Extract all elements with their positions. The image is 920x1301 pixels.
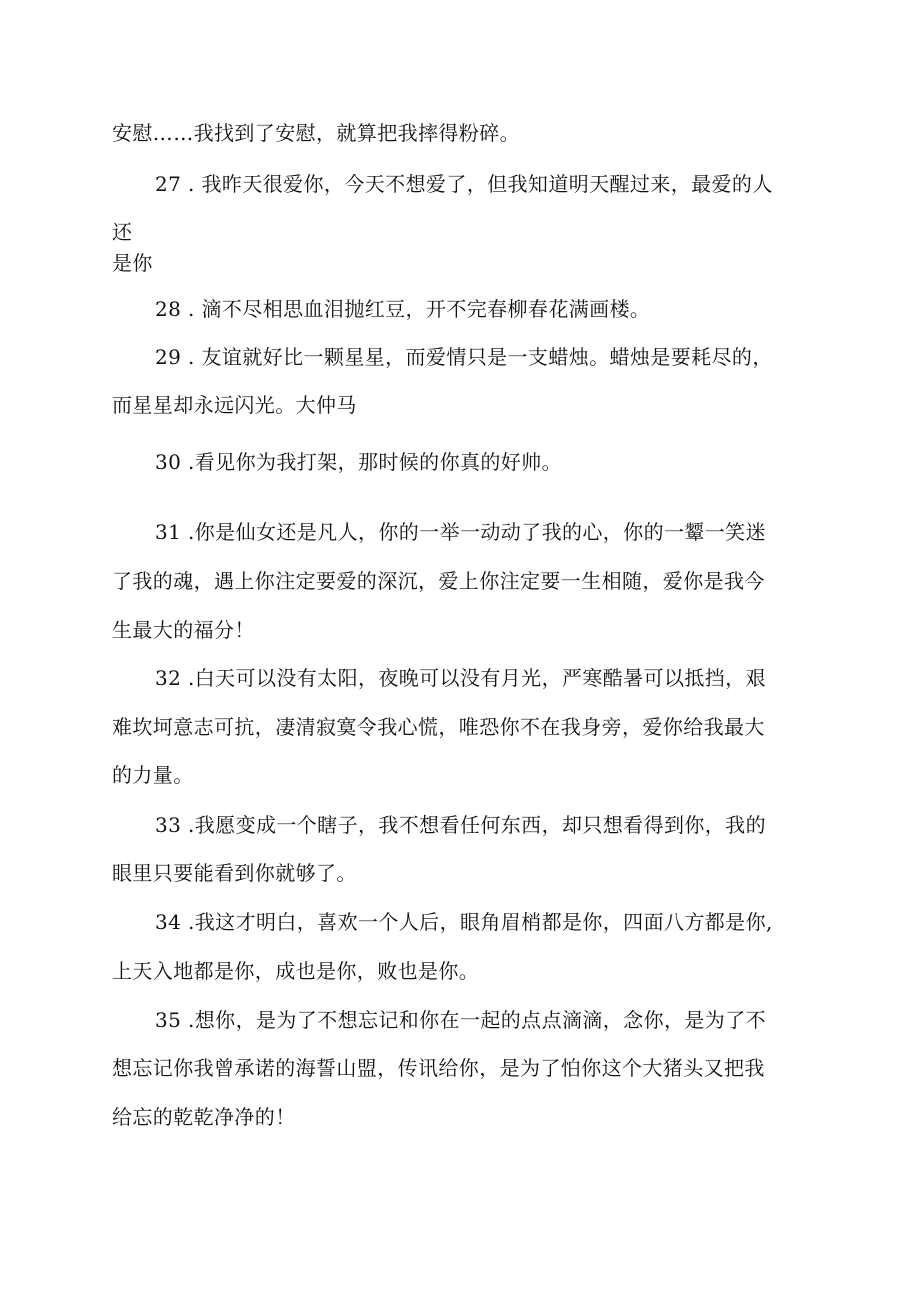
- item-35-line-1: 35 .想你，是为了不想忘记和你在一起的点点滴滴，念你，是为了不: [155, 1008, 766, 1032]
- item-30-line-1: 30 .看见你为我打架，那时候的你真的好帅。: [155, 450, 562, 474]
- item-32-line-3: 的力量。: [112, 763, 194, 787]
- item-35-line-3: 给忘的乾乾净净的！: [112, 1105, 296, 1129]
- item-29-line-1: 29 . 友谊就好比一颗星星，而爱情只是一支蜡烛。蜡烛是要耗尽的，: [155, 345, 773, 369]
- item-32-line-2: 难坎坷意志可抗，凄清寂寞令我心慌，唯恐你不在我身旁，爱你给我最大: [112, 715, 765, 739]
- item-35-line-2: 想忘记你我曾承诺的海誓山盟，传讯给你，是为了怕你这个大猪头又把我: [112, 1056, 765, 1080]
- item-34-line-2: 上天入地都是你，成也是你，败也是你。: [112, 959, 480, 983]
- item-31-line-1: 31 .你是仙女还是凡人，你的一举一动动了我的心，你的一颦一笑迷: [155, 520, 766, 544]
- item-31-line-3: 生最大的福分！: [112, 618, 255, 642]
- item-27-line-1: 27 . 我昨天很爱你，今天不想爱了，但我知道明天醒过来，最爱的人: [155, 172, 773, 196]
- item-33-line-1: 33 .我愿变成一个瞎子，我不想看任何东西，却只想看得到你，我的: [155, 813, 766, 837]
- item-32-line-1: 32 .白天可以没有太阳，夜晚可以没有月光，严寒酷暑可以抵挡，艰: [155, 666, 766, 690]
- item-27-line-2: 还: [112, 220, 133, 244]
- item-34-line-1: 34 .我这才明白，喜欢一个人后，眼角眉梢都是你，四面八方都是你,: [155, 910, 773, 934]
- item-29-line-2: 而星星却永远闪光。大仲马: [112, 393, 357, 417]
- item-31-line-2: 了我的魂，遇上你注定要爱的深沉，爱上你注定要一生相随，爱你是我今: [112, 569, 765, 593]
- item-27-line-3: 是你: [112, 251, 153, 275]
- text-line: 安慰……我找到了安慰，就算把我摔得粉碎。: [112, 121, 520, 145]
- item-33-line-2: 眼里只要能看到你就够了。: [112, 861, 357, 885]
- item-28-line-1: 28 . 滴不尽相思血泪抛红豆，开不完春柳春花满画楼。: [155, 297, 651, 321]
